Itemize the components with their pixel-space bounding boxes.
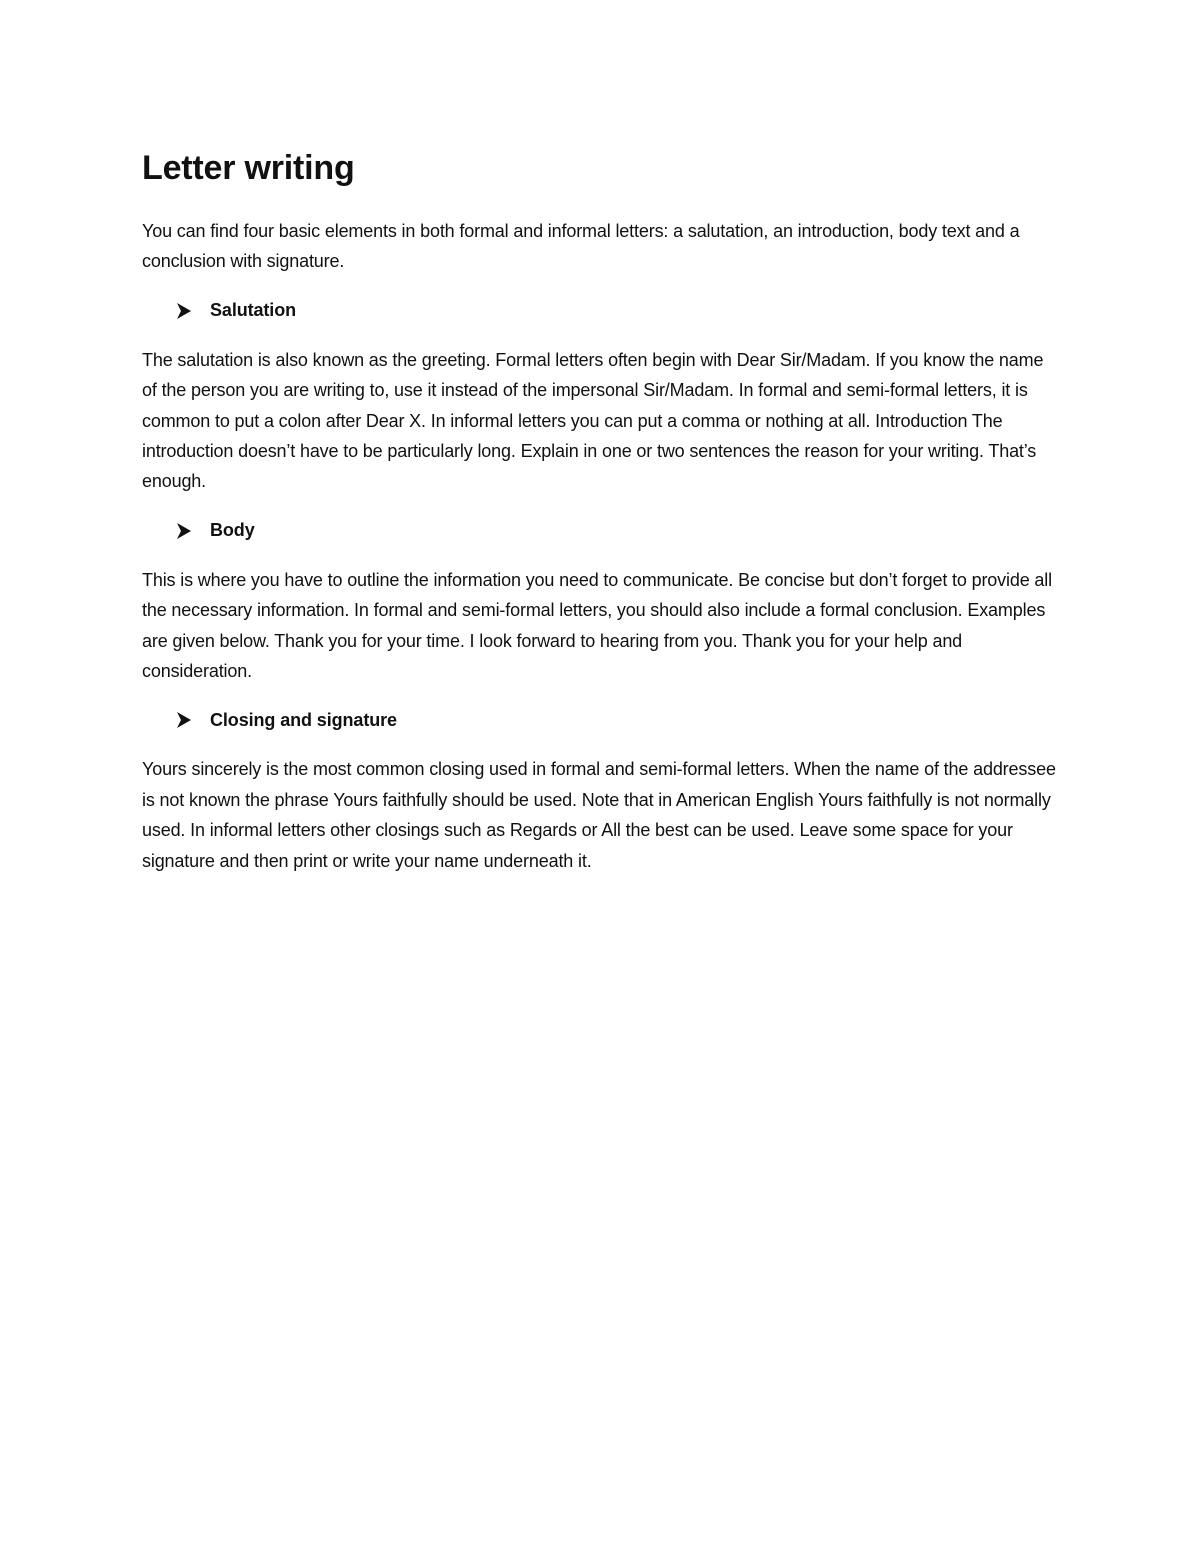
intro-paragraph: You can find four basic elements in both formal and informal letters: a salutation, an introduction, body text and a conclusion with signature. [142,221,1020,272]
document-body [142,140,1057,876]
section-heading-closing [142,705,1057,735]
section-paragraph-closing: Yours sincerely is the most common closing used in formal and semi-formal letters. When the name of the addressee is not known the phrase Yours faithfully should be used. Note that in American English Yours faithfully is not normally used. In informal letters other closings such as Regards or All the best can be used. Leave some space for your signature and then print or write your name underneath it. [142,759,1056,871]
section-paragraph-salutation: The salutation is also known as the greeting. Formal letters often begin with Dear Sir/Madam. If you know the name of the person you are writing to, use it instead of the impersonal Sir/Madam. In formal and semi-formal letters, it is common to put a colon after Dear X. In informal letters you can put a comma or nothing at all. Introduction The introduction doesn’t have to be particularly long. Explain in one or two sentences the reason for your writing. That’s enough. [142,349,1044,492]
document-title: Letter writing [142,149,355,187]
section-paragraph-body: This is where you have to outline the information you need to communicate. Be concise but don’t forget to provide all the necessary information. In formal and semi-formal letters, you should also include a formal conclusion. Examples are given below. Thank you for your time. I look forward to hearing from you. Thank you for your help and consideration. [142,569,1052,682]
section-heading-label: Closing and signature [210,709,397,730]
section-heading-salutation [142,296,1057,326]
section-heading-label: Salutation [210,300,297,321]
arrowhead-bullet-icon [176,302,192,320]
arrowhead-bullet-icon [176,522,192,540]
section-heading-label: Body [210,520,255,541]
section-heading-body [142,516,1057,546]
arrowhead-bullet-icon [176,711,192,729]
